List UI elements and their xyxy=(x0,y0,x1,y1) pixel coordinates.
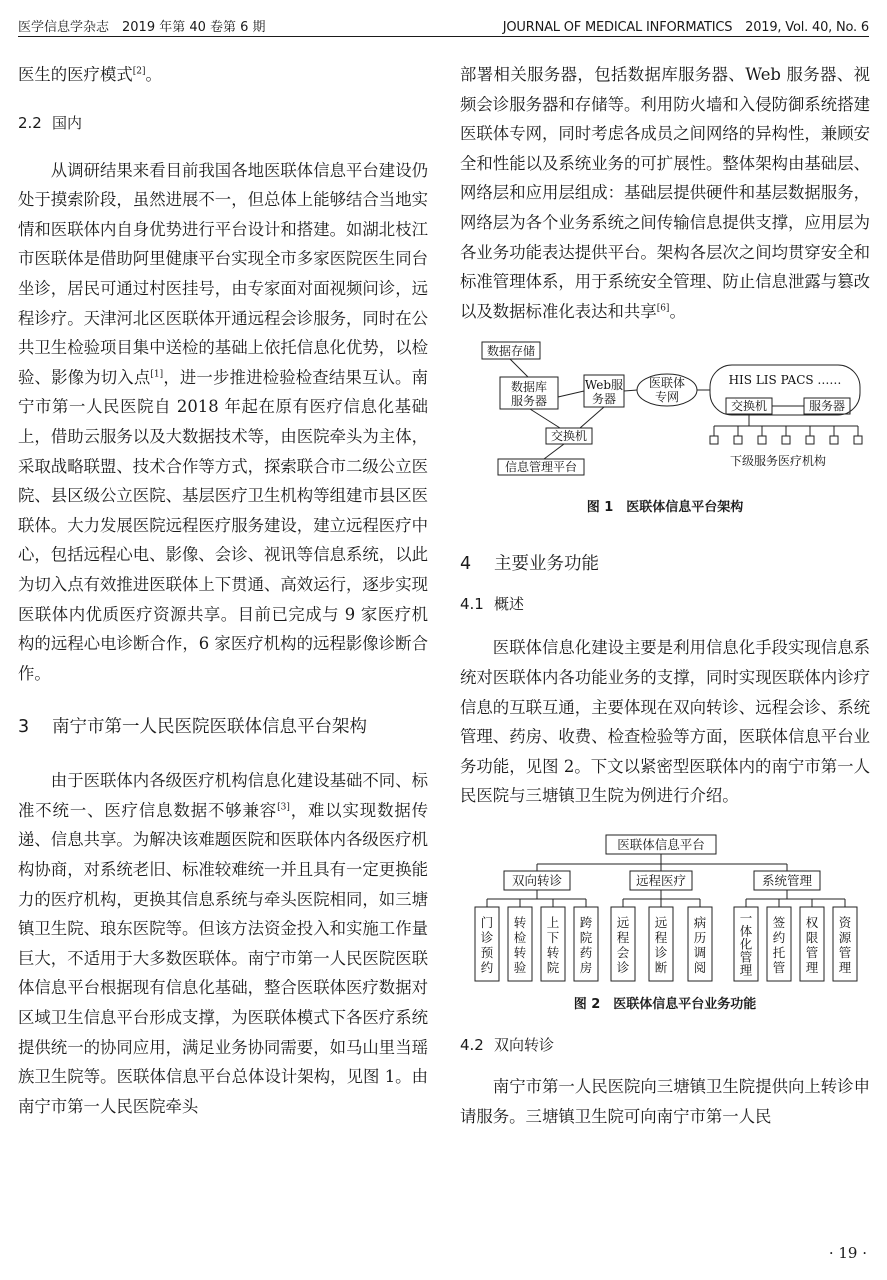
leaf-label: 权限管理 xyxy=(805,914,819,975)
paragraph-cont: 医生的医疗模式[2]。 xyxy=(18,65,162,84)
section-heading-4-1: 4.1 概述 xyxy=(460,595,525,614)
net-label-2: 专网 xyxy=(654,390,680,405)
journal-issue: 医学信息学杂志 2019 年第 40 卷第 6 期 xyxy=(18,20,266,35)
systems-label: HIS LIS PACS …… xyxy=(728,373,842,388)
right-column xyxy=(460,60,870,1131)
group-sysmgmt-label: 系统管理 xyxy=(761,872,813,888)
section-heading-4-2: 4.2 双向转诊 xyxy=(460,1035,555,1054)
section-heading-3: 3 南宁市第一人民医院医联体信息平台架构 xyxy=(18,717,367,738)
leaf-label: 跨院药房 xyxy=(579,914,593,975)
leaf-label: 远程诊断 xyxy=(654,914,668,975)
journal-name-en: JOURNAL OF MEDICAL INFORMATICS 2019, Vol. 40, No. 6 xyxy=(502,20,869,35)
citation: [2] xyxy=(132,66,146,77)
citation: [1] xyxy=(150,369,164,380)
leaf-label: 门诊预约 xyxy=(480,914,494,975)
paragraph-referral: 南宁市第一人民医院向三塘镇卫生院提供向上转诊申请服务。三塘镇卫生院可向南宁市第一人民 xyxy=(460,1076,870,1126)
storage-label: 数据存储 xyxy=(486,344,536,359)
paragraph-overview: 医联体信息化建设主要是利用信息化手段实现信息系统对医联体内各功能业务的支撑，同时实现医联体内诊疗信息的互联互通，主要体现在双向转诊、远程会诊、系统管理、药房、收费、检查检验等方面，医联体信息平台业务功能，见图 2。下文以紧密型医联体内的南宁市第一人民医院与三塘镇卫生院为例进行介绍。 xyxy=(460,638,870,806)
db-label-2: 服务器 xyxy=(510,394,548,409)
business-function-diagram xyxy=(460,833,870,985)
figure-1-caption: 图 1 医联体信息平台架构 xyxy=(586,500,744,516)
paragraph-domestic: 从调研结果来看目前我国各地医联体信息平台建设仍处于摸索阶段，虽然进展不一，但总体上能够结合当地实情和医联体内自身优势进行平台设计和搭建。如湖北枝江市医联体是借助阿里健康平台实现全市多家医院医生同台坐诊，居民可通过村医挂号，由专家面对面视频问诊，远程诊疗。天津河北区医联体开通远程会诊服务，同时在公共卫生检验项目集中送检的基础上依托信息化优势，以检验、影像为切入点[1]，进一步推进检验检查结果互认。南宁市第一人民医院自 2018 年起在原有医疗信息化基础上，借助云服务以及大数据技术等，由医院牵头为主体，采取战略联盟、技术合作等方式，探索联合市二级公立医院、县区级公立医院、基层医疗卫生机构等组建市县区医联体。大力发展医院远程医疗服务建设，建立远程医疗中心，包括远程心电、影像、会诊、视讯等信息系统，以此为切入点有效推进医联体上下贯通、高效运行，逐步实现医联体内优质医疗资源共享。目前已完成与 9 家医疗机构的远程心电诊断合作，6 家医疗机构的远程影像诊断合作。 xyxy=(18,160,429,683)
web-label-2: 务器 xyxy=(591,392,617,407)
figure-1 xyxy=(460,340,870,515)
server-right-label: 服务器 xyxy=(808,399,846,414)
leaf-label: 远程会诊 xyxy=(616,914,630,975)
running-header xyxy=(18,14,869,37)
group-telemed-label: 远程医疗 xyxy=(635,872,687,888)
figure-2 xyxy=(460,833,870,1012)
group-referral-label: 双向转诊 xyxy=(511,872,563,888)
leaf-label: 一体化管理 xyxy=(739,910,753,978)
figure-2-caption: 图 2 医联体信息平台业务功能 xyxy=(573,996,757,1012)
switch-right-label: 交换机 xyxy=(730,399,768,414)
page-number: · 19 · xyxy=(828,1244,867,1262)
section-heading-4: 4 主要业务功能 xyxy=(460,554,599,575)
leaf-label: 资源管理 xyxy=(838,914,852,975)
db-label-1: 数据库 xyxy=(510,380,548,395)
lower-institutions-label: 下级服务医疗机构 xyxy=(729,454,827,469)
switch-left-label: 交换机 xyxy=(550,429,588,444)
mgmt-label: 信息管理平台 xyxy=(504,460,578,475)
citation: [3] xyxy=(277,802,290,813)
web-label-1: Web服 xyxy=(584,378,624,393)
section-heading-2-2: 2.2 国内 xyxy=(18,113,83,132)
citation: [6] xyxy=(656,303,670,314)
paragraph-architecture: 由于医联体内各级医疗机构信息化建设基础不同、标准不统一、医疗信息数据不够兼容[3]，难以实现数据传递、信息共享。为解决该难题医院和医联体内各级医疗机构协商，对系统老旧、标准较难统一并且具有一定更换能力的医疗机构，更换其信息系统与牵头医院相同，如三塘镇卫生院、琅东医院等。但该方法资金投入和实施工作量巨大，不适用于大多数医联体。南宁市第一人民医院医联体信息平台根据现有信息化基础，整合医联体医疗数据对区域卫生信息平台形成支撑，为医联体模式下各医疗系统提供统一的协同应用，满足业务协同需要，如马山里当瑶族卫生院等。医联体信息平台总体设计架构，见图 1。由南宁市第一人民医院牵头 xyxy=(18,771,429,1116)
leaf-label: 签约托管 xyxy=(772,914,786,975)
leaf-label: 上下转院 xyxy=(546,914,560,975)
paragraph-cont-right: 部署相关服务器，包括数据库服务器、Web 服务器、视频会诊服务器和存储等。利用防火墙和入侵防御系统搭建医联体专网，同时考虑各成员之间网络的异构性，兼顾安全和性能以及系统业务的可扩展性。整体架构由基础层、网络层和应用层组成：基础层提供硬件和基层数据服务，网络层为各个业务系统之间传输信息提供支撑，应用层为各业务功能表达提供平台。架构各层次之间均贯穿安全和标准管理体系，用于系统安全管理、防止信息泄露与篡改以及数据标准化表达和共享[6]。 xyxy=(460,65,870,321)
architecture-diagram xyxy=(460,340,870,490)
root-label: 医联体信息平台 xyxy=(617,836,705,852)
leaf-label: 转检转验 xyxy=(513,914,527,975)
left-column xyxy=(18,60,428,1121)
net-label-1: 医联体 xyxy=(648,376,686,391)
leaf-label: 病历调阅 xyxy=(693,914,707,975)
